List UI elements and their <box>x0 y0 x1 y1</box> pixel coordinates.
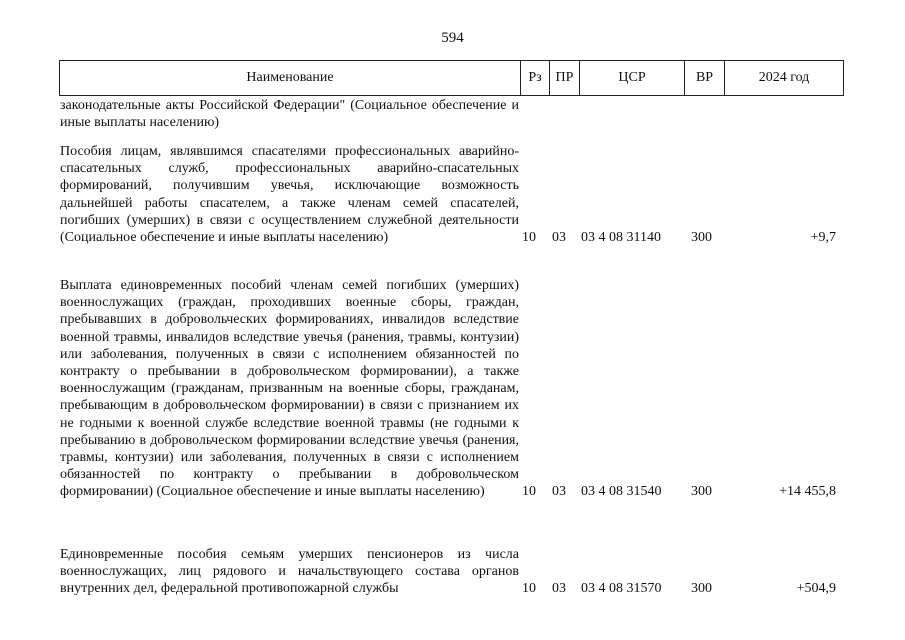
row-name: Пособия лицам, являвшимся спасателями профессиональных аварийно-спасательных служб, профессиональных аварийно-спасательных формирований, получившим увечья, исключающие возможность дальнейшей работы спасателем, а также членам семей спасателей, погибших (умерших) в связи с осуществлением служебной деятельности (Социальное обеспечение и иные выплаты населению) <box>60 144 519 246</box>
row-csr: 03 4 08 31540 <box>581 484 662 500</box>
row-name: законодательные акты Российской Федерации" (Социальное обеспечение и иные выплаты населению) <box>60 98 519 131</box>
row-amount: +14 455,8 <box>779 484 836 500</box>
header-pr: ПР <box>550 61 580 95</box>
header-vr: ВР <box>685 61 725 95</box>
table-row <box>60 546 844 598</box>
table-row <box>60 143 844 246</box>
row-pr: 03 <box>552 484 566 500</box>
table-header <box>59 60 844 96</box>
row-vr: 300 <box>691 484 712 500</box>
row-csr: 03 4 08 31570 <box>581 581 662 597</box>
header-year: 2024 год <box>758 70 810 85</box>
row-csr: 03 4 08 31140 <box>581 230 661 246</box>
page-number: 594 <box>441 30 464 46</box>
table-row <box>60 277 844 501</box>
row-name: Единовременные пособия семьям умерших пенсионеров из числа военнослужащих, лиц рядового и начальствующего состава органов внутренних дел, федеральной противопожарной службы <box>60 547 519 597</box>
header-csr: ЦСР <box>580 61 685 95</box>
row-rz: 10 <box>522 484 536 500</box>
header-name: Наименование <box>60 61 521 95</box>
row-name: Выплата единовременных пособий членам семей погибших (умерших) военнослужащих (граждан, проходивших военные сборы, граждан, пребывавших в добровольческих формированиях, инвалидов вследствие военной травмы, инвалидов вследствие увечья (ранения, травмы, контузии) или заболевания, полученных в связи с исполнением обязанностей по контракту о пребывании в добровольческом формировании), а также военнослужащим (гражданам, призванным на военные сборы, гражданам, пребывающим в добровольческом формировании) в связи с признанием их не годными к военной службе вследствие военной травмы (не годными к пребыванию в добровольческом формировании вследствие увечья (ранения, травмы, контузии) или заболевания, полученных в связи с исполнением обязанностей по контракту о пребывании в добровольческом формировании) (Социальное обеспечение и иные выплаты населению) <box>60 278 519 500</box>
table-row <box>60 97 844 131</box>
row-vr: 300 <box>691 230 712 246</box>
row-amount: +9,7 <box>810 230 836 246</box>
row-vr: 300 <box>691 581 712 597</box>
row-rz: 10 <box>522 230 536 246</box>
row-pr: 03 <box>552 581 566 597</box>
row-pr: 03 <box>552 230 566 246</box>
row-amount: +504,9 <box>796 581 836 597</box>
row-rz: 10 <box>522 581 536 597</box>
header-rz: Рз <box>521 61 550 95</box>
